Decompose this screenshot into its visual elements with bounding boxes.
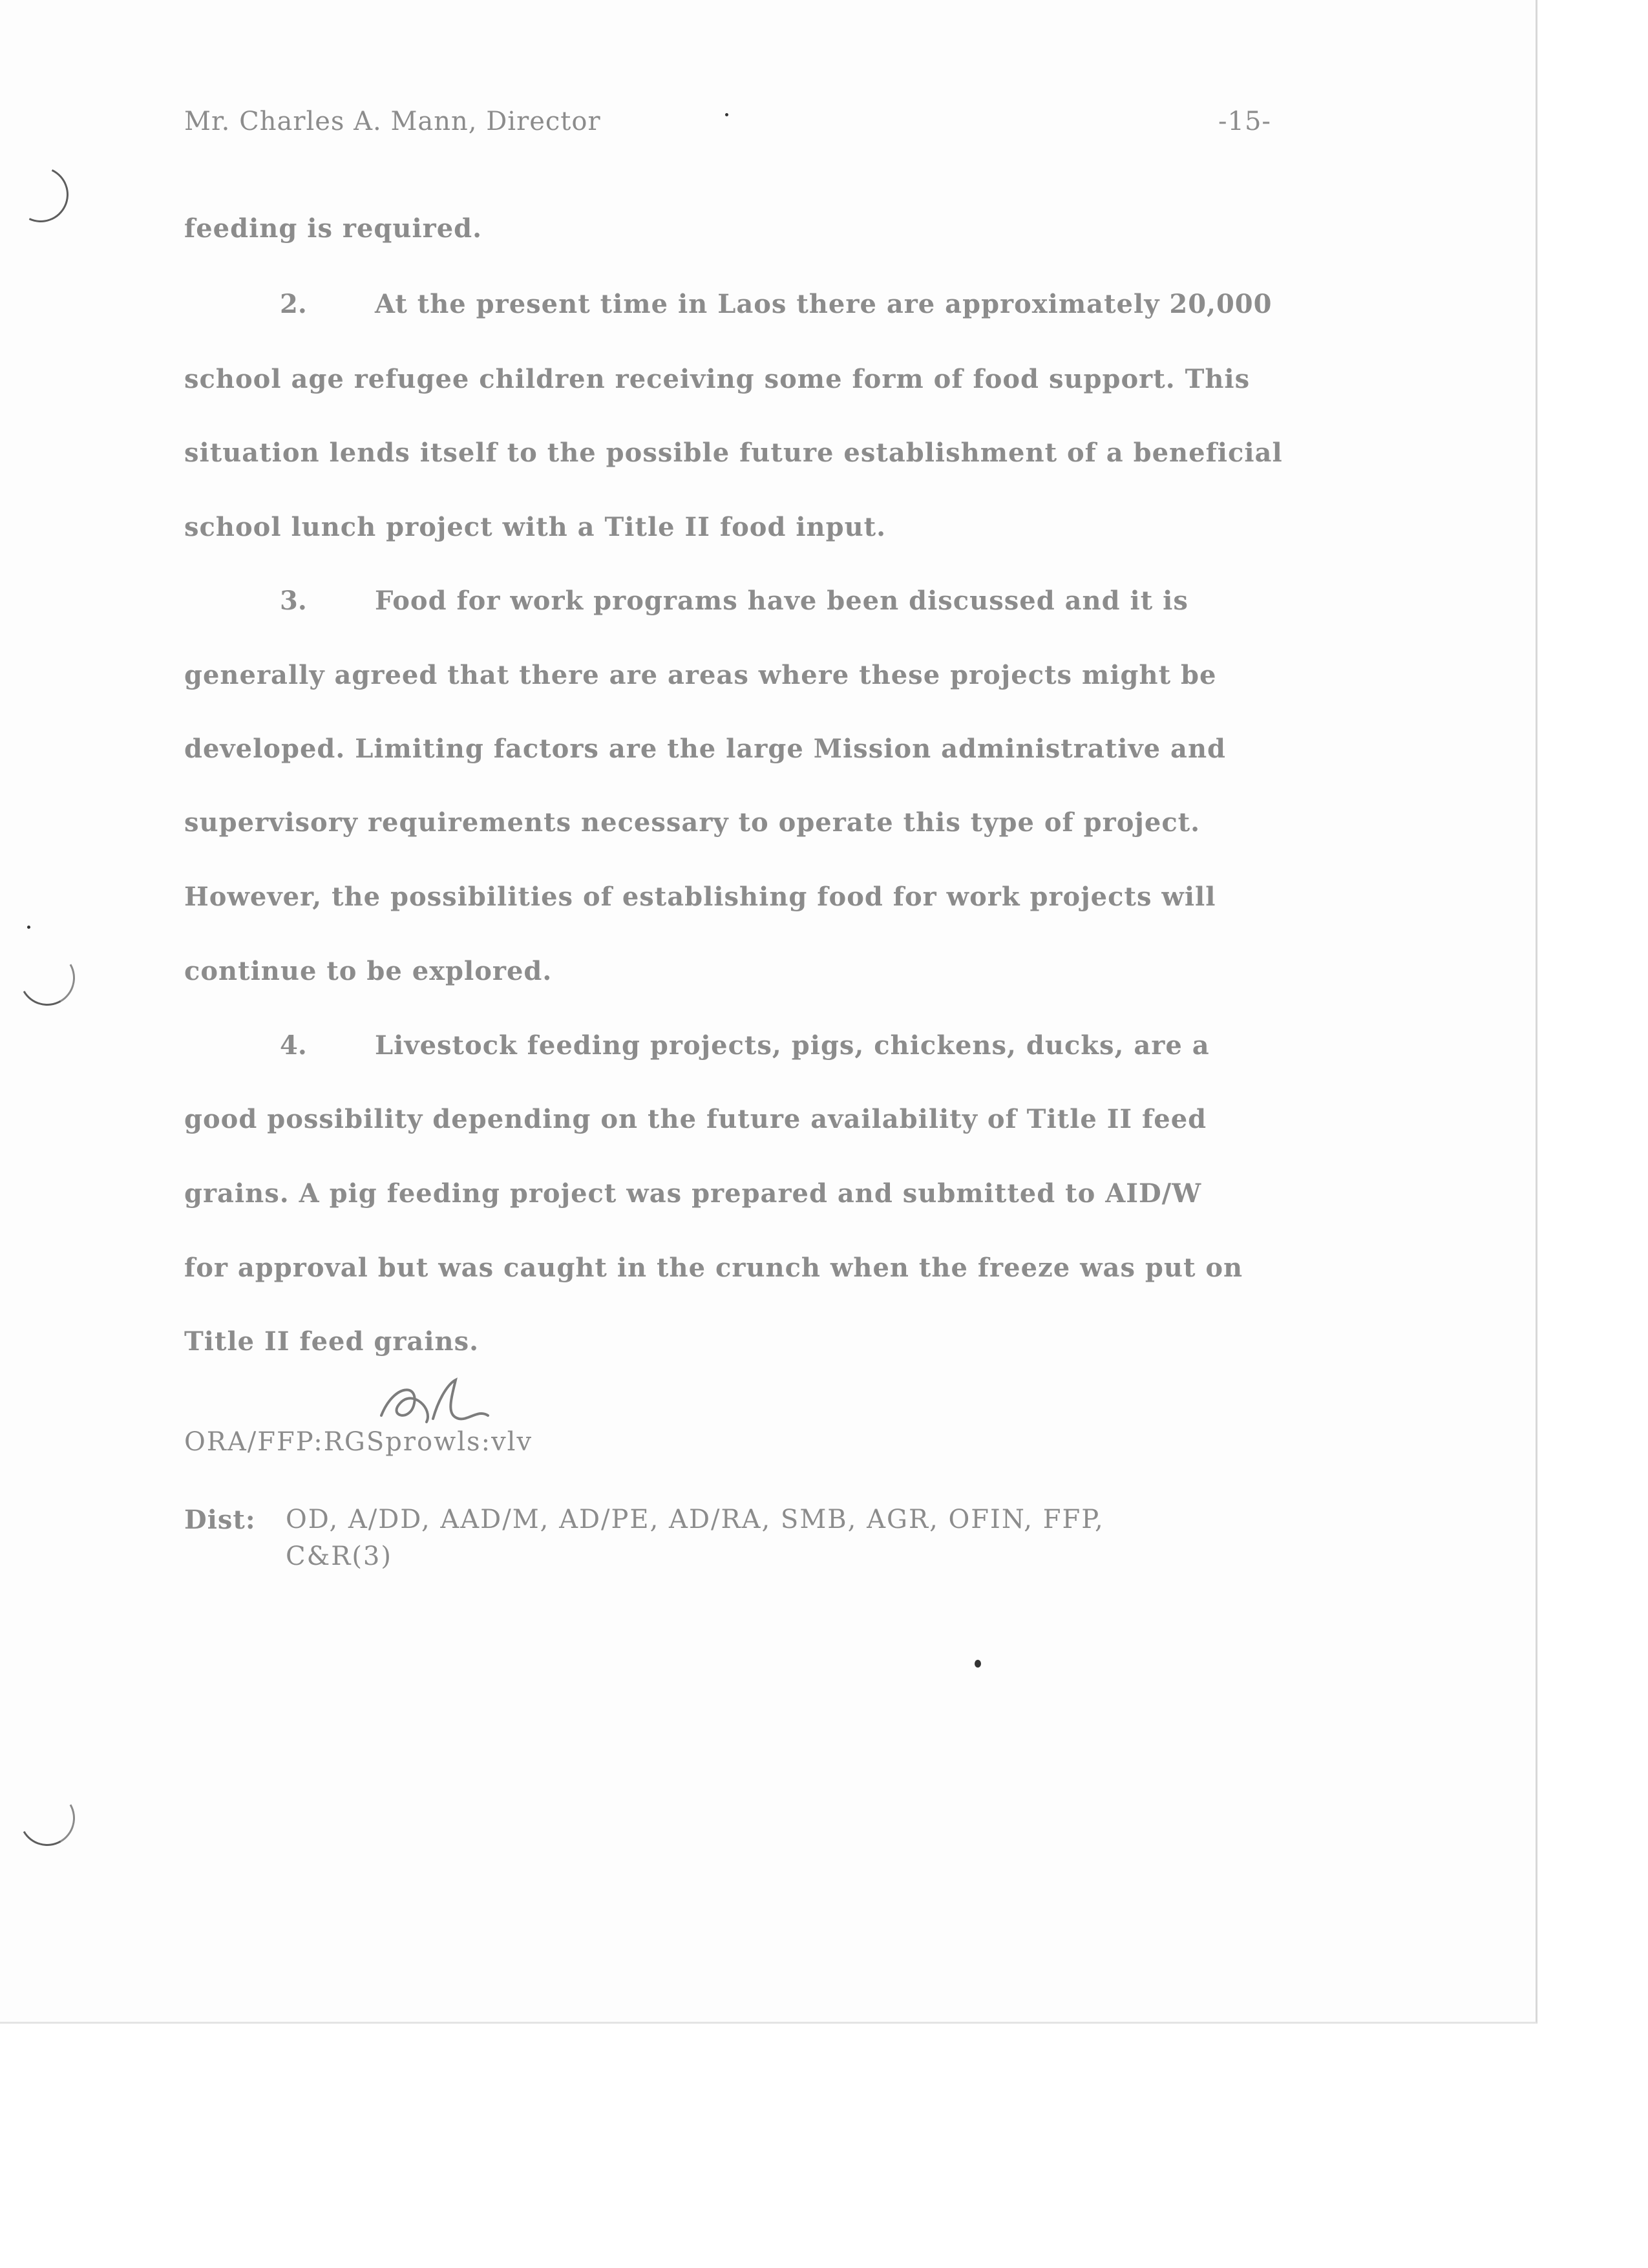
body-line: good possibility depending on the future availability of Title II feed	[184, 1104, 1207, 1134]
paragraph-number: 3.	[280, 586, 307, 616]
body-line: developed. Limiting factors are the large Mission administrative and	[184, 734, 1227, 764]
distribution-list: OD, A/DD, AAD/M, AD/PE, AD/RA, SMB, AGR, OFIN, FFP,	[286, 1505, 1104, 1534]
body-line: supervisory requirements necessary to operate this type of project.	[184, 807, 1201, 838]
punch-hole-mark	[13, 1784, 81, 1852]
body-line: generally agreed that there are areas where these projects might be	[184, 660, 1217, 690]
punch-hole-mark	[13, 944, 81, 1012]
body-line: grains. A pig feeding project was prepared and submitted to AID/W	[184, 1178, 1202, 1209]
page-number: -15-	[1218, 107, 1271, 136]
punch-hole-mark	[5, 159, 76, 230]
body-line: At the present time in Laos there are approximately 20,000	[375, 289, 1273, 319]
scan-speck	[975, 1660, 981, 1668]
dist-label: Dist:	[184, 1505, 256, 1535]
reference-initials: ORA/FFP:RGSprowls:vlv	[184, 1427, 533, 1457]
addressee-header: Mr. Charles A. Mann, Director	[184, 107, 601, 136]
paragraph-number: 4.	[280, 1030, 307, 1061]
body-line: school lunch project with a Title II food input.	[184, 512, 887, 542]
paragraph-number: 2.	[280, 289, 307, 319]
body-line: feeding is required.	[184, 213, 483, 244]
body-line: situation lends itself to the possible future establishment of a beneficial	[184, 438, 1283, 468]
body-line: However, the possibilities of establishing food for work projects will	[184, 882, 1216, 912]
body-line: Livestock feeding projects, pigs, chickens, ducks, are a	[375, 1030, 1210, 1061]
body-line: continue to be explored.	[184, 956, 553, 986]
body-line: for approval but was caught in the crunch when the freeze was put on	[184, 1253, 1243, 1283]
scan-speck	[27, 926, 30, 929]
distribution-list-continued: C&R(3)	[286, 1542, 392, 1571]
scan-speck	[725, 113, 728, 116]
body-line: Food for work programs have been discussed and it is	[375, 586, 1188, 616]
body-line: Title II feed grains.	[184, 1326, 480, 1357]
body-line: school age refugee children receiving some form of food support. This	[184, 364, 1251, 394]
